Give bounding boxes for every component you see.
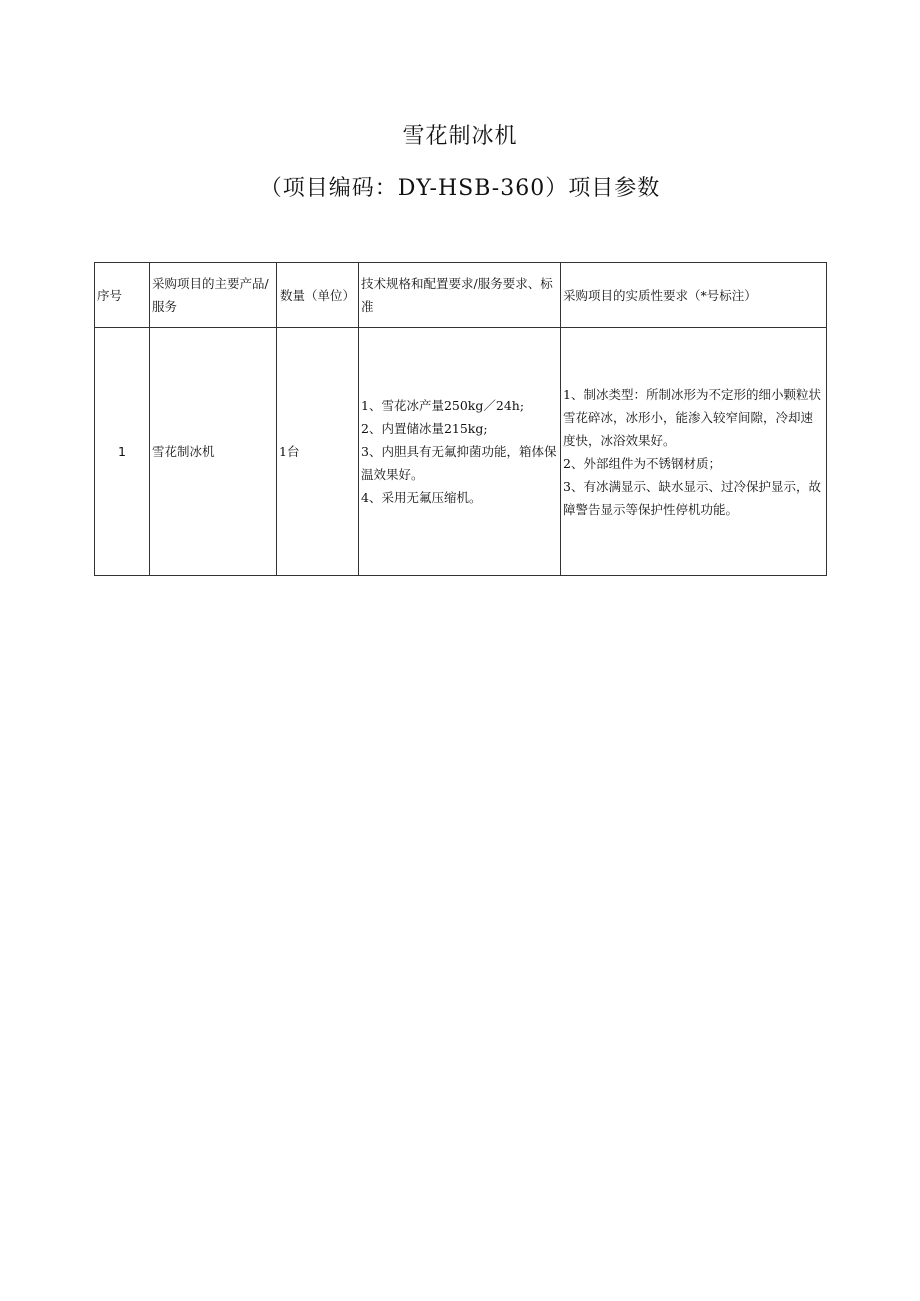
spec-line: 1、雪花冰产量250kg／24h; bbox=[361, 398, 525, 413]
header-product: 采购项目的主要产品/服务 bbox=[150, 263, 277, 328]
header-seq: 序号 bbox=[95, 263, 150, 328]
spec-line: 4、采用无氟压缩机。 bbox=[361, 490, 482, 505]
document-subtitle: （项目编码：DY-HSB-360）项目参数 bbox=[259, 176, 661, 201]
requirement-line: 2、外部组件为不锈钢材质； bbox=[563, 455, 721, 471]
table-header-row bbox=[95, 263, 827, 328]
parameter-table bbox=[94, 262, 827, 576]
spec-line: 2、内置储冰量215kg; bbox=[361, 421, 488, 436]
spec-line: 3、内胆具有无氟抑菌功能，箱体保温效果好。 bbox=[361, 444, 557, 482]
cell-requirement bbox=[561, 328, 827, 576]
requirement-line: 3、有冰满显示、缺水显示、过冷保护显示，故障警告显示等保护性停机功能。 bbox=[563, 478, 821, 517]
cell-spec bbox=[359, 328, 561, 576]
table-row bbox=[95, 328, 827, 576]
cell-product: 雪花制冰机 bbox=[150, 328, 277, 576]
cell-seq: 1 bbox=[95, 328, 150, 576]
header-spec: 技术规格和配置要求/服务要求、标准 bbox=[359, 263, 561, 328]
cell-quantity: 1台 bbox=[277, 328, 359, 576]
header-requirement: 采购项目的实质性要求（*号标注） bbox=[561, 263, 827, 328]
header-quantity: 数量（单位） bbox=[277, 263, 359, 328]
document-title: 雪花制冰机 bbox=[402, 124, 518, 149]
requirement-line: 1、制冰类型：所制冰形为不定形的细小颗粒状雪花碎冰，冰形小，能渗入较窄间隙，冷却速度快，冰浴效果好。 bbox=[563, 386, 821, 448]
